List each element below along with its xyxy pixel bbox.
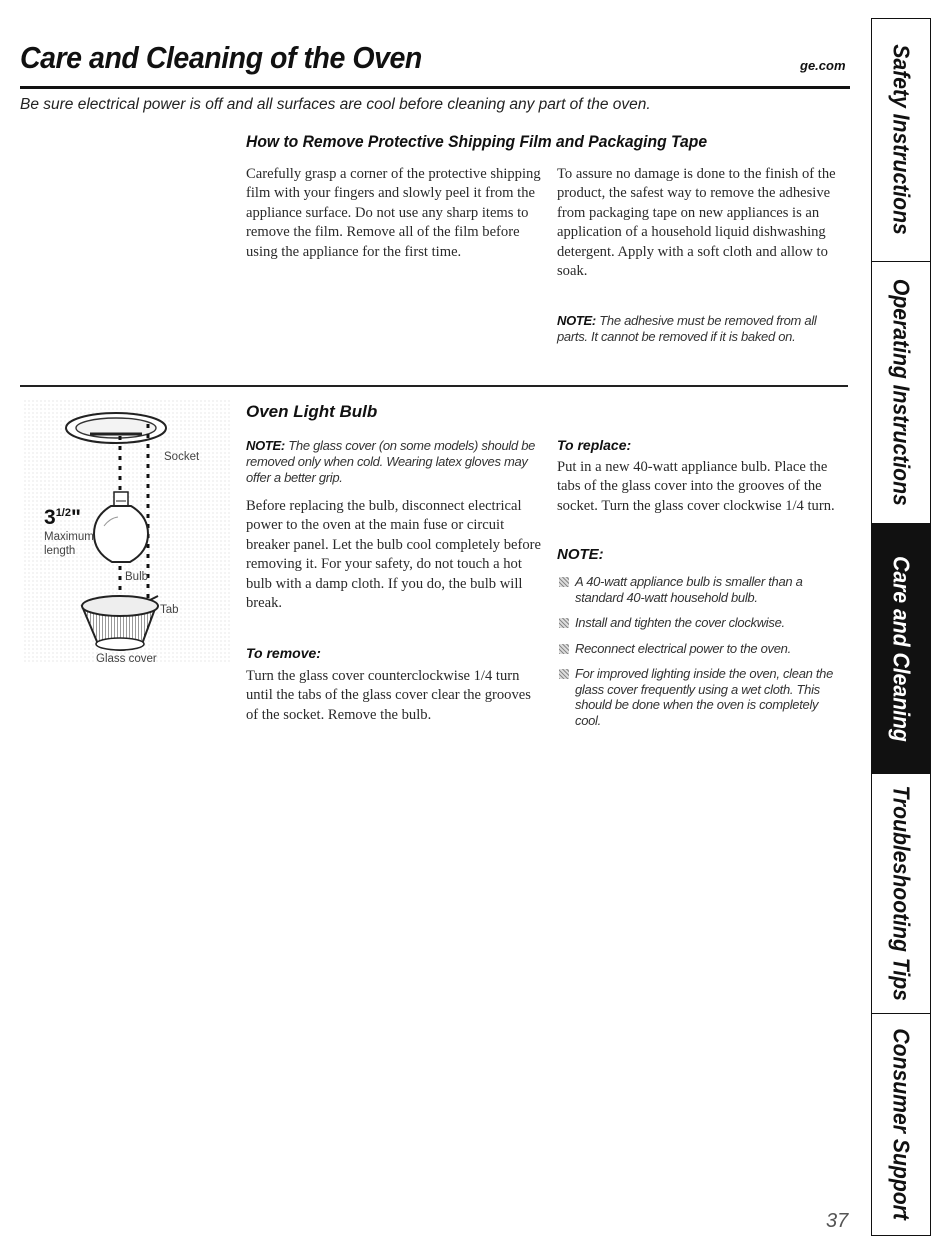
list-item: For improved lighting inside the oven, clean the glass cover frequently using a wet cloth. This should be done when the oven is completely cool. [557,666,837,728]
glass-cover-label: Glass cover [96,653,157,665]
header-rule [20,86,850,89]
tab-safety-instructions[interactable]: Safety Instructions [872,19,930,262]
bulb-label: Bulb [125,571,149,583]
list-item: Install and tighten the cover clockwise. [557,615,837,631]
bulb-note-2-label: NOTE: [557,546,604,563]
oven-light-bulb-heading: Oven Light Bulb [246,402,378,421]
tab-consumer-support[interactable]: Consumer Support [888,1028,915,1220]
page-number: 37 [826,1210,849,1232]
bullet-square-icon [559,577,569,587]
tab-troubleshooting-tips[interactable]: Troubleshooting Tips [872,774,930,1014]
size-unit: " [70,506,81,529]
bullet-square-icon [559,669,569,679]
socket-label: Socket [164,451,200,463]
shipping-paragraph-1: Carefully grasp a corner of the protective shipping film with your fingers and slowly peel it from the appliance surface. Do not use any sharp items to remove the film. Remove all of the film before using the appliance for the first time. [246,166,541,260]
tab-operating-instructions[interactable]: Operating Instructions [872,262,930,524]
to-remove-paragraph: Turn the glass cover counterclockwise 1/4 turn until the tabs of the glass cover clear the grooves of the socket. Remove the bulb. [246,668,531,723]
to-replace-label: To replace: [557,437,632,453]
tab-label: Tab [160,604,179,616]
note-label: NOTE: [557,313,596,328]
maximum-label: Maximum [44,531,94,543]
shipping-note [557,313,837,345]
note-label: NOTE: [246,438,285,453]
section-divider [20,385,848,387]
to-replace-paragraph: Put in a new 40-watt appliance bulb. Place the tabs of the glass cover into the grooves of the socket. Turn the glass cover clockwise 1/4 turn. [557,459,835,514]
page-title: Care and Cleaning of the Oven [20,40,422,75]
bulb-intro-paragraph: Before replacing the bulb, disconnect electrical power to the oven at the main fuse or circuit breaker panel. Let the bulb cool completely before removing it. For your safety, do not touch a hot bulb with a damp cloth. If you do, the bulb will break. [246,498,541,612]
note-text: The adhesive must be removed from all parts. It cannot be removed if it is baked on. [557,313,817,344]
bulb-diagram-graphic [24,400,230,672]
list-item: A 40-watt appliance bulb is smaller than a standard 40-watt household bulb. [557,574,837,605]
bullet-square-icon [559,618,569,628]
tab-care-and-cleaning[interactable]: Care and Cleaning [872,524,930,774]
shipping-film-heading: How to Remove Protective Shipping Film and Packaging Tape [246,133,708,151]
bulb-notes-list [557,574,837,738]
bulb-note [246,438,536,486]
size-whole: 3 [44,506,56,529]
list-item: Reconnect electrical power to the oven. [557,641,837,657]
size-fraction: 1/2 [55,507,71,519]
bullet-square-icon [559,644,569,654]
site-link[interactable]: ge.com [800,58,846,73]
shipping-paragraph-2: To assure no damage is done to the finish of the product, the safest way to remove the adhesive from packaging tape on new appliances is an application of a household liquid dishwashing detergent. Apply with a soft cloth and allow to soak. [557,166,836,280]
section-tabs [871,18,931,1236]
to-remove-label: To remove: [246,645,321,661]
length-label: length [44,545,76,557]
bulb-diagram [24,400,230,672]
note-text: The glass cover (on some models) should be removed only when cold. Wearing latex gloves may offer a better grip. [246,438,536,485]
page-subtitle: Be sure electrical power is off and all surfaces are cool before cleaning any part of the oven. [20,96,651,113]
